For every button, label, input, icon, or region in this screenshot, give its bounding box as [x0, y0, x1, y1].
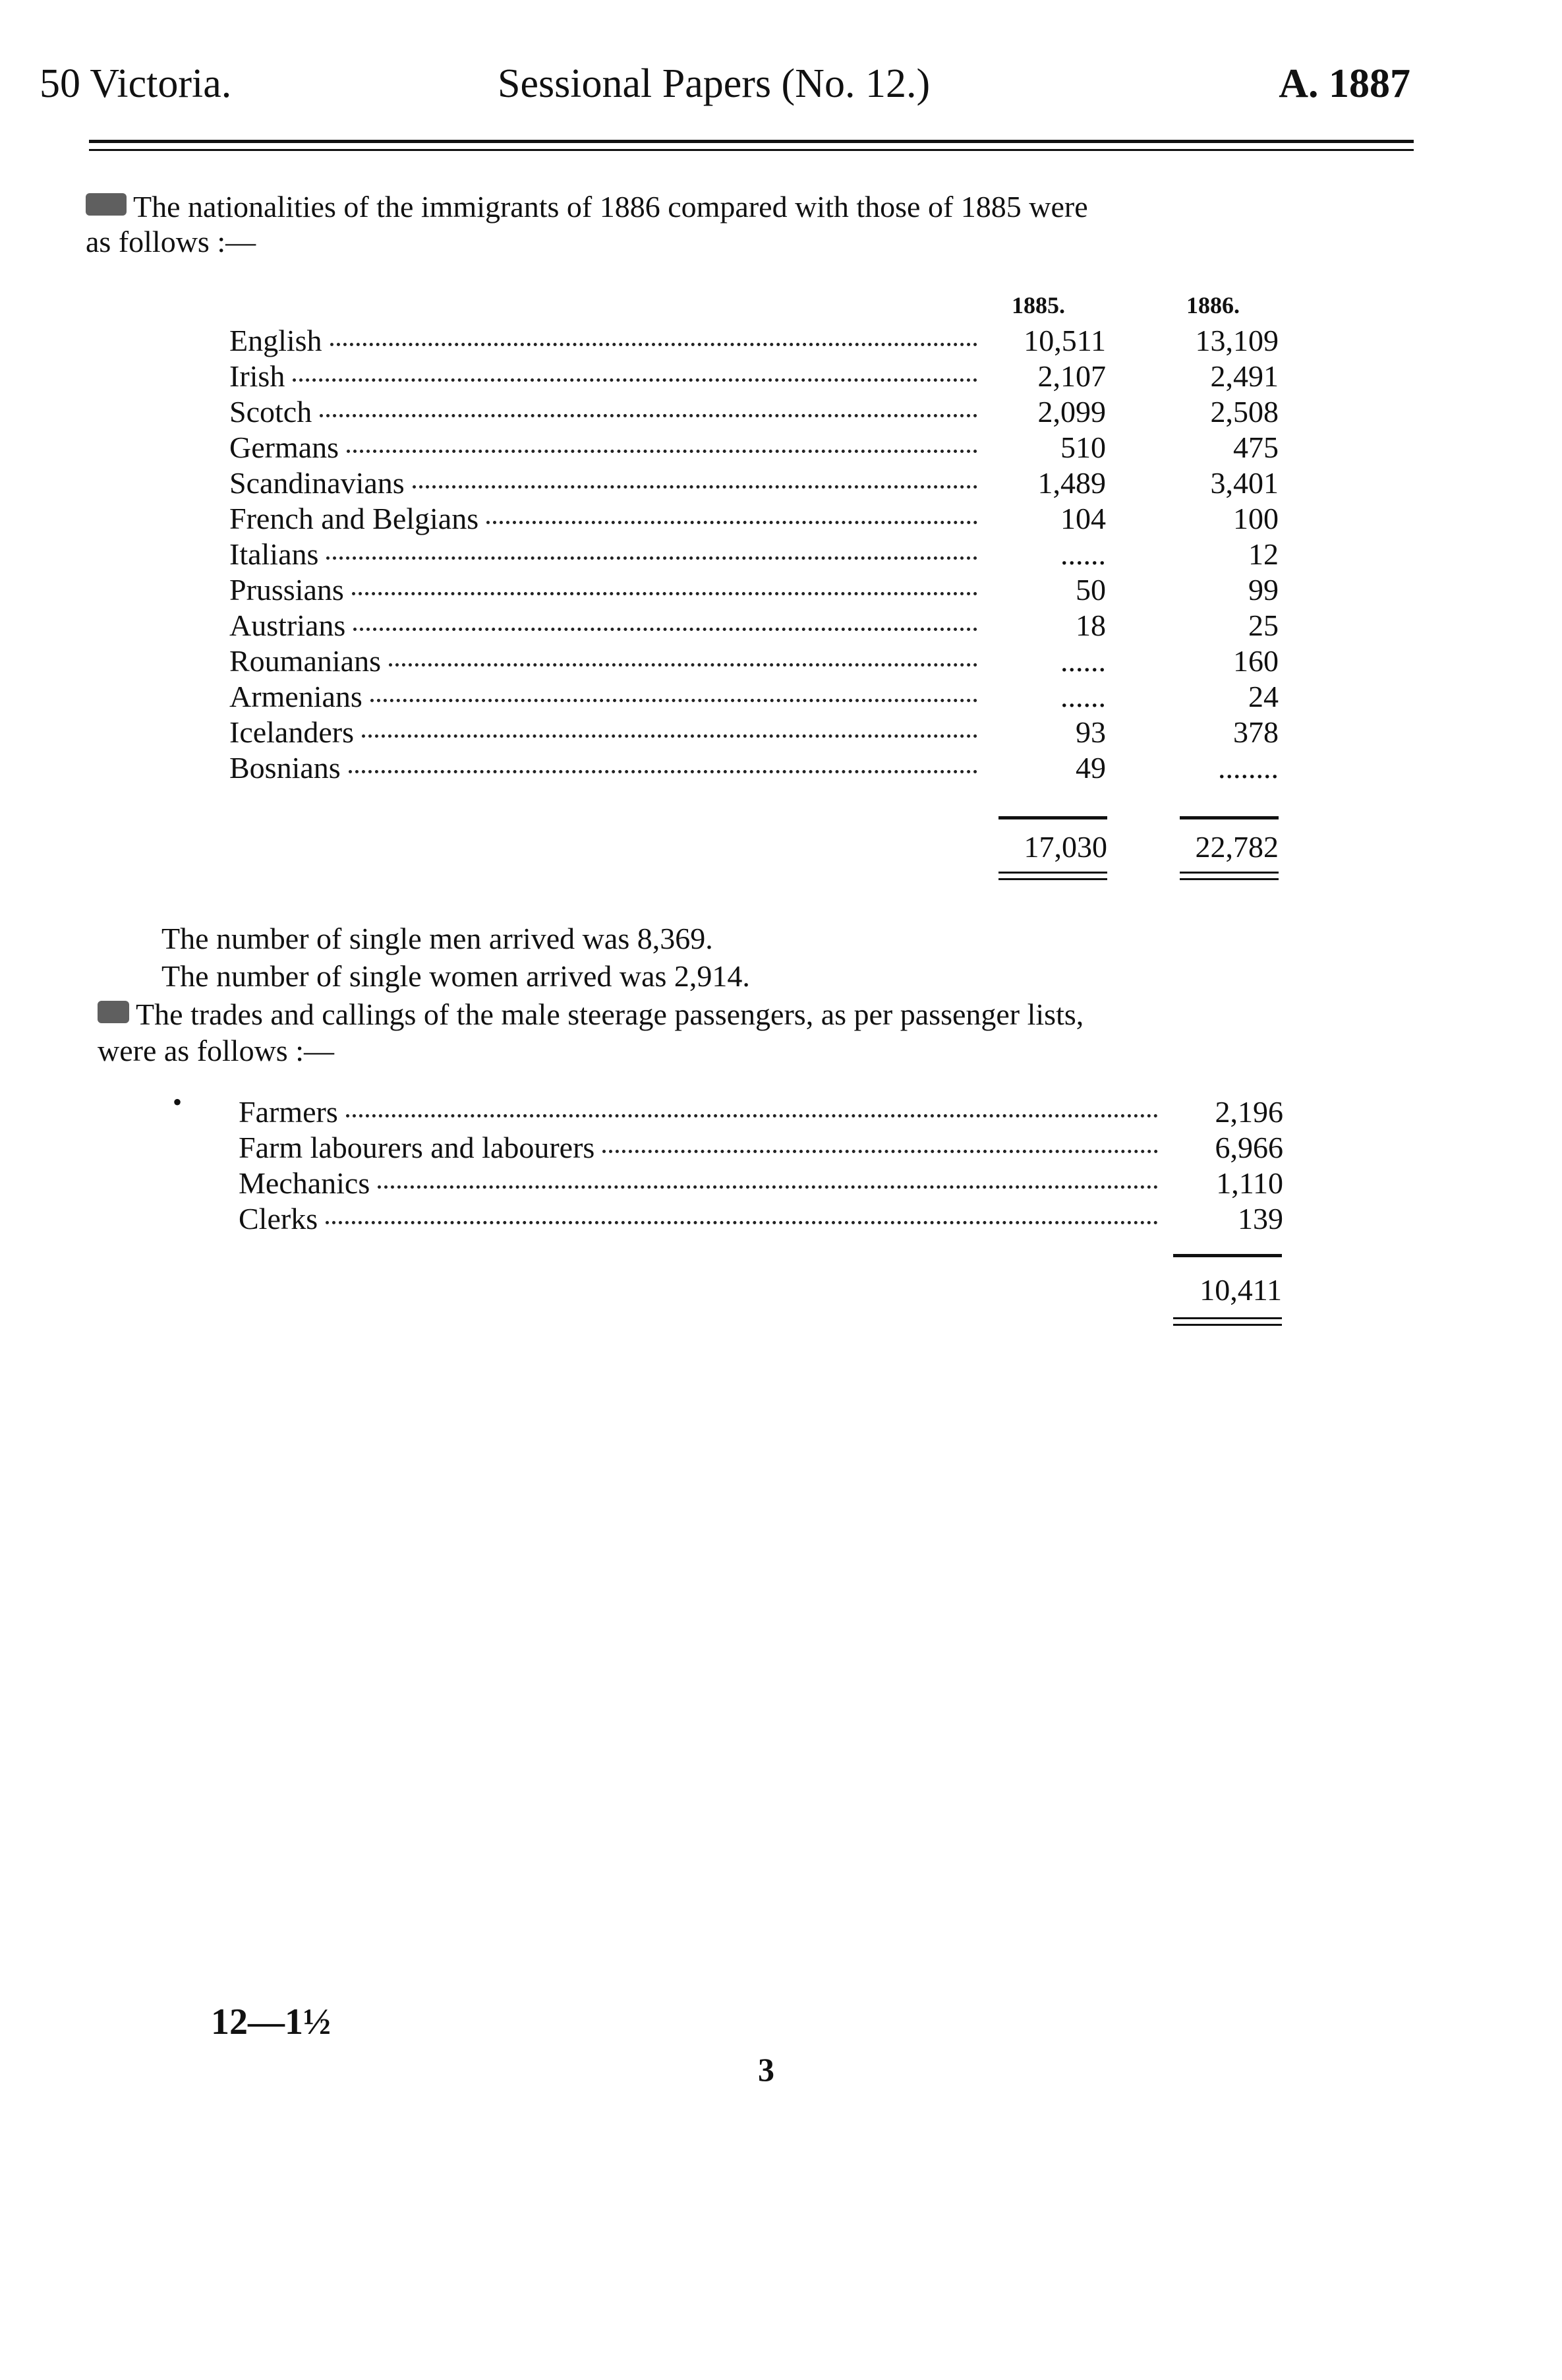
value-1885: 2,107 [1037, 359, 1106, 393]
dot-leader [320, 414, 977, 417]
signature-mark: 12—1½ [211, 2002, 331, 2042]
value-1885: ...... [1060, 680, 1106, 713]
header-title: Sessional Papers (No. 12.) [498, 61, 931, 106]
total-double-rule-1885-b [998, 878, 1107, 880]
row-label: Irish [229, 359, 285, 393]
row-label: English [229, 324, 322, 357]
dot-leader [413, 485, 977, 489]
table-row [229, 572, 1284, 608]
table-row [229, 679, 1284, 715]
table-row [229, 750, 1284, 786]
header-right: A. 1887 [1279, 61, 1410, 106]
table-row [229, 465, 1284, 501]
single-men-line: The number of single men arrived was 8,369. [161, 922, 713, 955]
row-label: French and Belgians [229, 502, 479, 535]
trades-intro-line-1 [98, 996, 1084, 1034]
value-1885: 104 [1060, 502, 1106, 535]
dot-leader [326, 556, 977, 560]
total-rule-1886 [1180, 816, 1279, 819]
dot-leader [353, 628, 977, 631]
trade-label: Farm labourers and labourers [239, 1131, 595, 1164]
dot-leader [389, 663, 977, 667]
value-1885: ...... [1060, 644, 1106, 678]
column-header-1886: 1886. [1186, 292, 1240, 318]
value-1886: 378 [1233, 715, 1279, 749]
trades-total-double-rule-a [1173, 1317, 1282, 1319]
value-1886: 475 [1233, 431, 1279, 464]
value-1886: 12 [1248, 537, 1279, 571]
header-rule [89, 140, 1414, 143]
row-label: Scandinavians [229, 466, 405, 500]
trade-value: 6,966 [1215, 1131, 1283, 1164]
single-women-line: The number of single women arrived was 2,914. [161, 959, 750, 993]
trade-value: 1,110 [1216, 1166, 1283, 1200]
dot-leader [362, 734, 977, 738]
value-1886: 2,508 [1210, 395, 1279, 429]
total-double-rule-1885-a [998, 872, 1107, 874]
intro-line-1 [86, 188, 1088, 226]
trade-value: 139 [1238, 1202, 1283, 1235]
trades-intro-line-2: were as follows :— [98, 1034, 334, 1067]
trades-total-double-rule-b [1173, 1324, 1282, 1326]
trade-label: Farmers [239, 1095, 338, 1129]
dot-leader [326, 1221, 1158, 1224]
value-1886: 160 [1233, 644, 1279, 678]
table-row [229, 323, 1284, 359]
value-1886: 25 [1248, 609, 1279, 642]
margin-mark-icon [86, 193, 127, 216]
intro-text-1: The nationalities of the immigrants of 1886 compared with those of 1885 were [133, 190, 1088, 223]
dot-leader [347, 450, 977, 453]
row-label: Armenians [229, 680, 362, 713]
row-label: Italians [229, 537, 319, 571]
row-label: Austrians [229, 609, 346, 642]
total-double-rule-1886-a [1180, 872, 1279, 874]
value-1886: 3,401 [1210, 466, 1279, 500]
trades-total: 10,411 [1200, 1273, 1282, 1307]
total-1885: 17,030 [1024, 830, 1107, 864]
intro-line-2: as follows :— [86, 225, 256, 258]
total-rule-1885 [998, 816, 1107, 819]
table-row [229, 537, 1284, 572]
list-item [239, 1130, 1287, 1166]
header-left: 50 Victoria. [40, 61, 232, 106]
page-number: 3 [758, 2051, 774, 2088]
trades-total-rule [1173, 1254, 1282, 1257]
value-1885: 510 [1060, 431, 1106, 464]
list-item [239, 1201, 1287, 1237]
table-row [229, 608, 1284, 643]
bullet-mark: • [173, 1087, 183, 1117]
dot-leader [352, 592, 977, 595]
value-1886: 24 [1248, 680, 1279, 713]
value-1885: ...... [1060, 537, 1106, 571]
total-double-rule-1886-b [1180, 878, 1279, 880]
row-label: Roumanians [229, 644, 381, 678]
dot-leader [346, 1114, 1158, 1117]
row-label: Prussians [229, 573, 344, 607]
trade-value: 2,196 [1215, 1095, 1283, 1129]
total-1886: 22,782 [1195, 830, 1279, 864]
table-row [229, 394, 1284, 430]
value-1886: 2,491 [1210, 359, 1279, 393]
row-label: Icelanders [229, 715, 354, 749]
table-row [229, 501, 1284, 537]
value-1885: 2,099 [1037, 395, 1106, 429]
value-1885: 50 [1076, 573, 1106, 607]
column-header-1885: 1885. [1012, 292, 1065, 318]
trade-label: Mechanics [239, 1166, 370, 1200]
trade-label: Clerks [239, 1202, 318, 1235]
table-row [229, 359, 1284, 394]
value-1886: 13,109 [1195, 324, 1279, 357]
list-item [239, 1166, 1287, 1201]
table-row [229, 715, 1284, 750]
row-label: Bosnians [229, 751, 341, 785]
dot-leader [330, 343, 977, 346]
value-1886: 100 [1233, 502, 1279, 535]
dot-leader [378, 1185, 1158, 1189]
table-row [229, 643, 1284, 679]
header-rule-thin [89, 149, 1414, 151]
value-1885: 49 [1076, 751, 1106, 785]
value-1886: ........ [1218, 751, 1279, 785]
row-label: Scotch [229, 395, 312, 429]
dot-leader [293, 378, 977, 382]
row-label: Germans [229, 431, 339, 464]
trades-intro-text-1: The trades and callings of the male steerage passengers, as per passenger lists, [136, 997, 1084, 1031]
margin-mark-icon [98, 1001, 129, 1023]
dot-leader [602, 1150, 1158, 1153]
dot-leader [349, 770, 977, 773]
value-1885: 10,511 [1024, 324, 1106, 357]
value-1886: 99 [1248, 573, 1279, 607]
dot-leader [370, 699, 977, 702]
value-1885: 18 [1076, 609, 1106, 642]
table-row [229, 430, 1284, 465]
dot-leader [486, 521, 977, 524]
value-1885: 93 [1076, 715, 1106, 749]
value-1885: 1,489 [1037, 466, 1106, 500]
list-item [239, 1094, 1287, 1130]
